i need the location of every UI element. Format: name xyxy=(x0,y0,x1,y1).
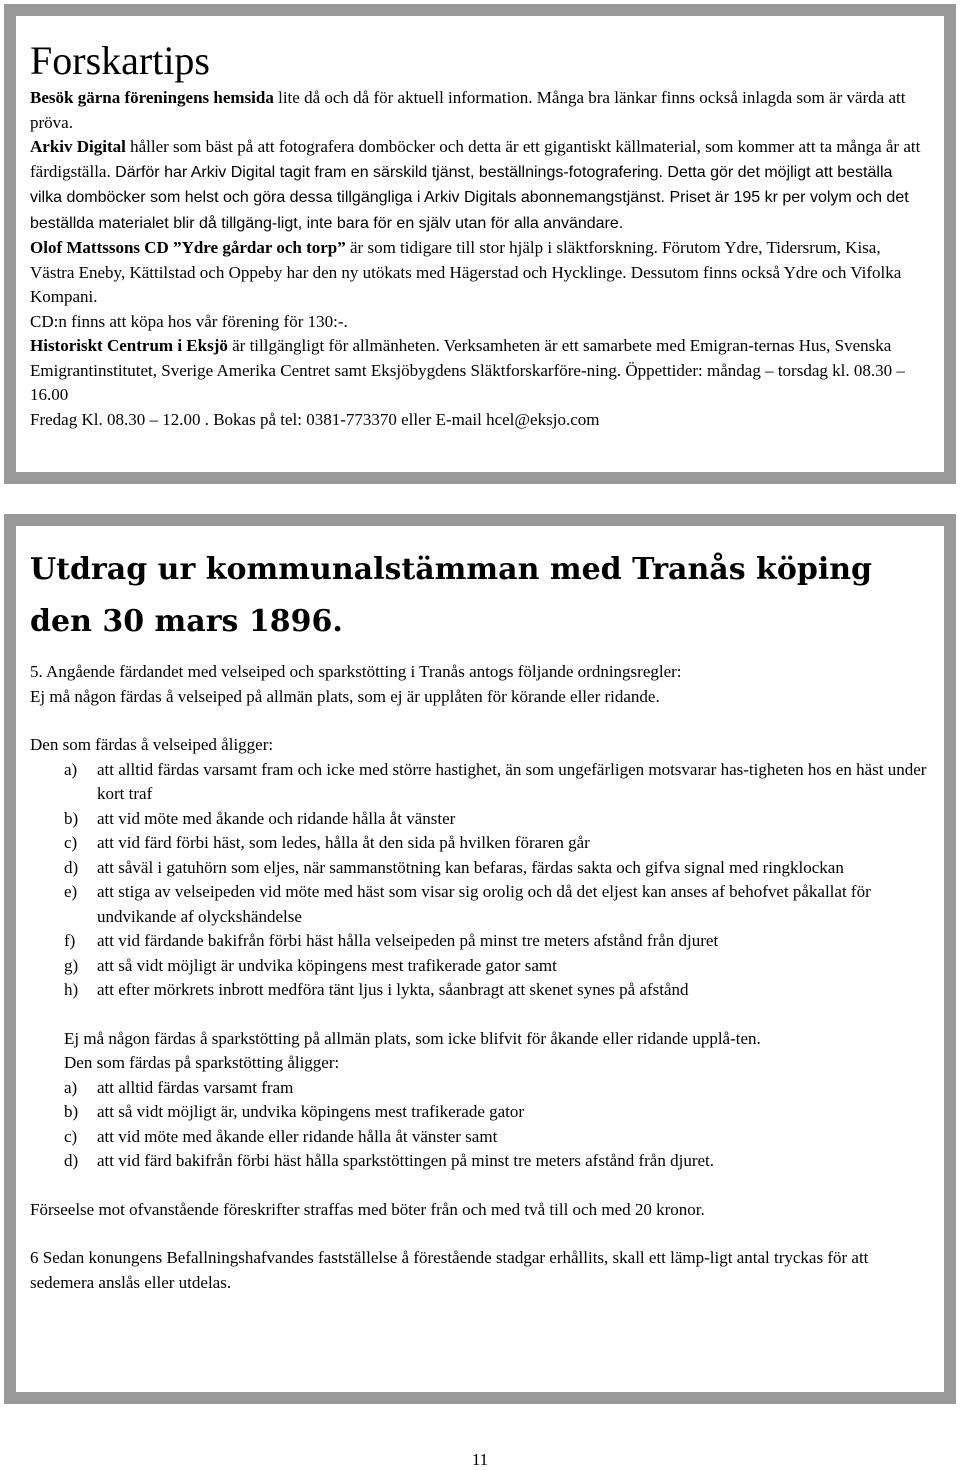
list-item-label: b) xyxy=(64,808,79,828)
list-item-label: c) xyxy=(64,1126,78,1146)
list-item xyxy=(30,856,930,881)
arkiv-digital-bold: Arkiv Digital xyxy=(30,137,126,156)
list-item-text: att så vidt möjligt är undvika köpingens mest trafikerade gator samt xyxy=(97,955,557,975)
list-item xyxy=(30,954,930,979)
hemsida-text: lite då och då för aktuell information. Många bra länkar finns också inlagda som är värda att pröva. xyxy=(30,88,906,132)
ydre-cd-paragraph xyxy=(30,236,928,310)
velseiped-prohibition: Ej må någon färdas å velseiped på allmän plats, som ej är upplåten för körande eller ridande. xyxy=(30,686,660,706)
velseiped-rules-list xyxy=(30,758,930,1003)
list-item xyxy=(30,758,930,807)
sparkstotting-prohibition: Ej må någon färdas å sparkstötting på allmän plats, som icke blifvit för åkande eller ridande upplå-ten. xyxy=(64,1028,761,1048)
list-item-text: att stiga av velseipeden vid möte med häst som visar sig orolig och då det eljest kan anses af behofvet påkallat för undvikande af olyckshändelse xyxy=(97,882,871,926)
list-item-label: f) xyxy=(64,931,76,950)
forskartips-content xyxy=(16,16,944,472)
arkiv-digital-price-text: Priset är 195 kr per volym och det beställda materialet blir då tillgäng-ligt, inte bara för en själv utan för alla användare. xyxy=(30,189,909,232)
list-item-text: att vid färd bakifrån förbi häst hålla sparkstöttingen på minst tre meters afstånd från djuret. xyxy=(97,1151,714,1170)
list-item-label: a) xyxy=(64,1077,78,1097)
list-item-label: c) xyxy=(64,833,78,852)
cd-price-line: CD:n finns att köpa hos vår förening för 130:-. xyxy=(30,311,348,331)
forskartips-box xyxy=(4,4,956,484)
list-item xyxy=(30,978,930,1003)
list-item-text: att vid färd förbi häst, som ledes, hålla åt den sida på hvilken föraren går xyxy=(97,833,590,852)
list-item xyxy=(30,831,930,856)
historiskt-centrum-bold: Historiskt Centrum i Eksjö xyxy=(30,336,228,355)
list-item xyxy=(30,1100,930,1125)
sparkstotting-heading: Den som färdas på sparkstötting åligger: xyxy=(64,1053,340,1072)
list-item xyxy=(30,880,930,929)
historiskt-centrum-paragraph xyxy=(30,334,928,408)
opening-hours-line: Fredag Kl. 08.30 – 12.00 . Bokas på tel: 0381-773370 eller E-mail hcel@eksjo.com xyxy=(30,409,600,429)
list-item-label: g) xyxy=(64,955,79,975)
list-item-label: d) xyxy=(64,1151,79,1170)
page-number: 11 xyxy=(471,1450,489,1469)
arkiv-digital-order-text: Detta gör det möjligt att beställa vilka domböcker som helst och göra dessa tillgängliga i Arkiv Digitals abonnemangstjänst. xyxy=(30,163,893,206)
list-item-text: att såväl i gatuhörn som eljes, när sammanstötning kan befaras, färdas sakta och gifva signal med ringklockan xyxy=(97,857,844,877)
historiskt-centrum-text: är tillgängligt för allmänheten. Verksamheten är ett samarbete med Emigran-ternas Hus, Svenska Emigrantinstitutet, Sverige Amerika Centret samt Eksjöbygdens Släktforskarföre-ning. Öppettider: måndag – torsdag kl. 08.30 – 16.00 xyxy=(30,336,905,404)
list-item-label: e) xyxy=(64,882,78,901)
list-item xyxy=(30,1076,930,1101)
list-item-text: att vid färdande bakifrån förbi häst hålla velseipeden på minst tre meters afstånd från djuret xyxy=(97,931,719,950)
ydre-cd-bold: Olof Mattssons CD ”Ydre gårdar och torp” xyxy=(30,238,346,257)
arkiv-digital-service-text: Därför har Arkiv Digital tagit fram en särskild tjänst, beställnings-fotografering. xyxy=(110,163,663,181)
list-item-text: att vid möte med åkande eller ridande hålla åt vänster samt xyxy=(97,1126,498,1146)
arkiv-digital-text: håller som bäst på att fotografera domböcker och detta är ett gigantiskt källmaterial, som kommer att ta många år att färdigställa. xyxy=(30,137,921,181)
arkiv-digital-paragraph xyxy=(30,135,928,236)
list-item-label: a) xyxy=(64,759,78,779)
kommunalstamma-title-line2: den 30 mars 1896. xyxy=(30,604,343,639)
list-item-text: att efter mörkrets inbrott medföra tänt ljus i lykta, såanbragt att skenet synes på afstånd xyxy=(97,980,689,999)
list-item-text: att alltid färdas varsamt fram xyxy=(97,1077,294,1097)
list-item-text: att vid möte med åkande och ridande hålla åt vänster xyxy=(97,808,456,828)
velseiped-heading: Den som färdas å velseiped åligger: xyxy=(30,735,274,754)
list-item-label: h) xyxy=(64,980,79,999)
ydre-cd-text: är som tidigare till stor hjälp i släktforskning. Förutom Ydre, Tidersrum, Kisa, Västra Eneby, Kättilstad och Oppeby har den ny utökats med Hägerstad och Hycklinge. Dessutom finns också Ydre och Vifolka Kompani. xyxy=(30,238,902,306)
hemsida-paragraph xyxy=(30,86,928,135)
list-item xyxy=(30,1125,930,1150)
kommunalstamma-box xyxy=(4,514,956,1404)
kommunalstamma-content xyxy=(16,526,944,1392)
forskartips-title: Forskartips xyxy=(30,38,210,83)
paragraph-6: 6 Sedan konungens Befallningshafvandes fastställelse å förestående stadgar erhållits, skall ett lämp-ligt antal tryckas för att sedemera anslås eller utdelas. xyxy=(30,1248,869,1292)
list-item xyxy=(30,929,930,954)
list-item-text: att alltid färdas varsamt fram och icke med större hastighet, än som ungefärligen motsvarar has-tigheten hos en häst under kort traf xyxy=(97,759,927,803)
penalty-paragraph: Förseelse mot ofvanstående föreskrifter straffas med böter från och med två till och med 20 kronor. xyxy=(30,1199,705,1219)
paragraph-5-intro: 5. Angående färdandet med velseiped och sparkstötting i Tranås antogs följande ordningsregler: xyxy=(30,662,682,681)
list-item-label: b) xyxy=(64,1102,79,1121)
list-item-text: att så vidt möjligt är, undvika köpingens mest trafikerade gator xyxy=(97,1102,525,1121)
list-item xyxy=(30,1149,930,1174)
sparkstotting-rules-list xyxy=(30,1076,930,1174)
list-item xyxy=(30,807,930,832)
kommunalstamma-title-line1: Utdrag ur kommunalstämman med Tranås köping xyxy=(30,552,873,587)
hemsida-bold: Besök gärna föreningens hemsida xyxy=(30,88,274,107)
list-item-label: d) xyxy=(64,857,79,877)
